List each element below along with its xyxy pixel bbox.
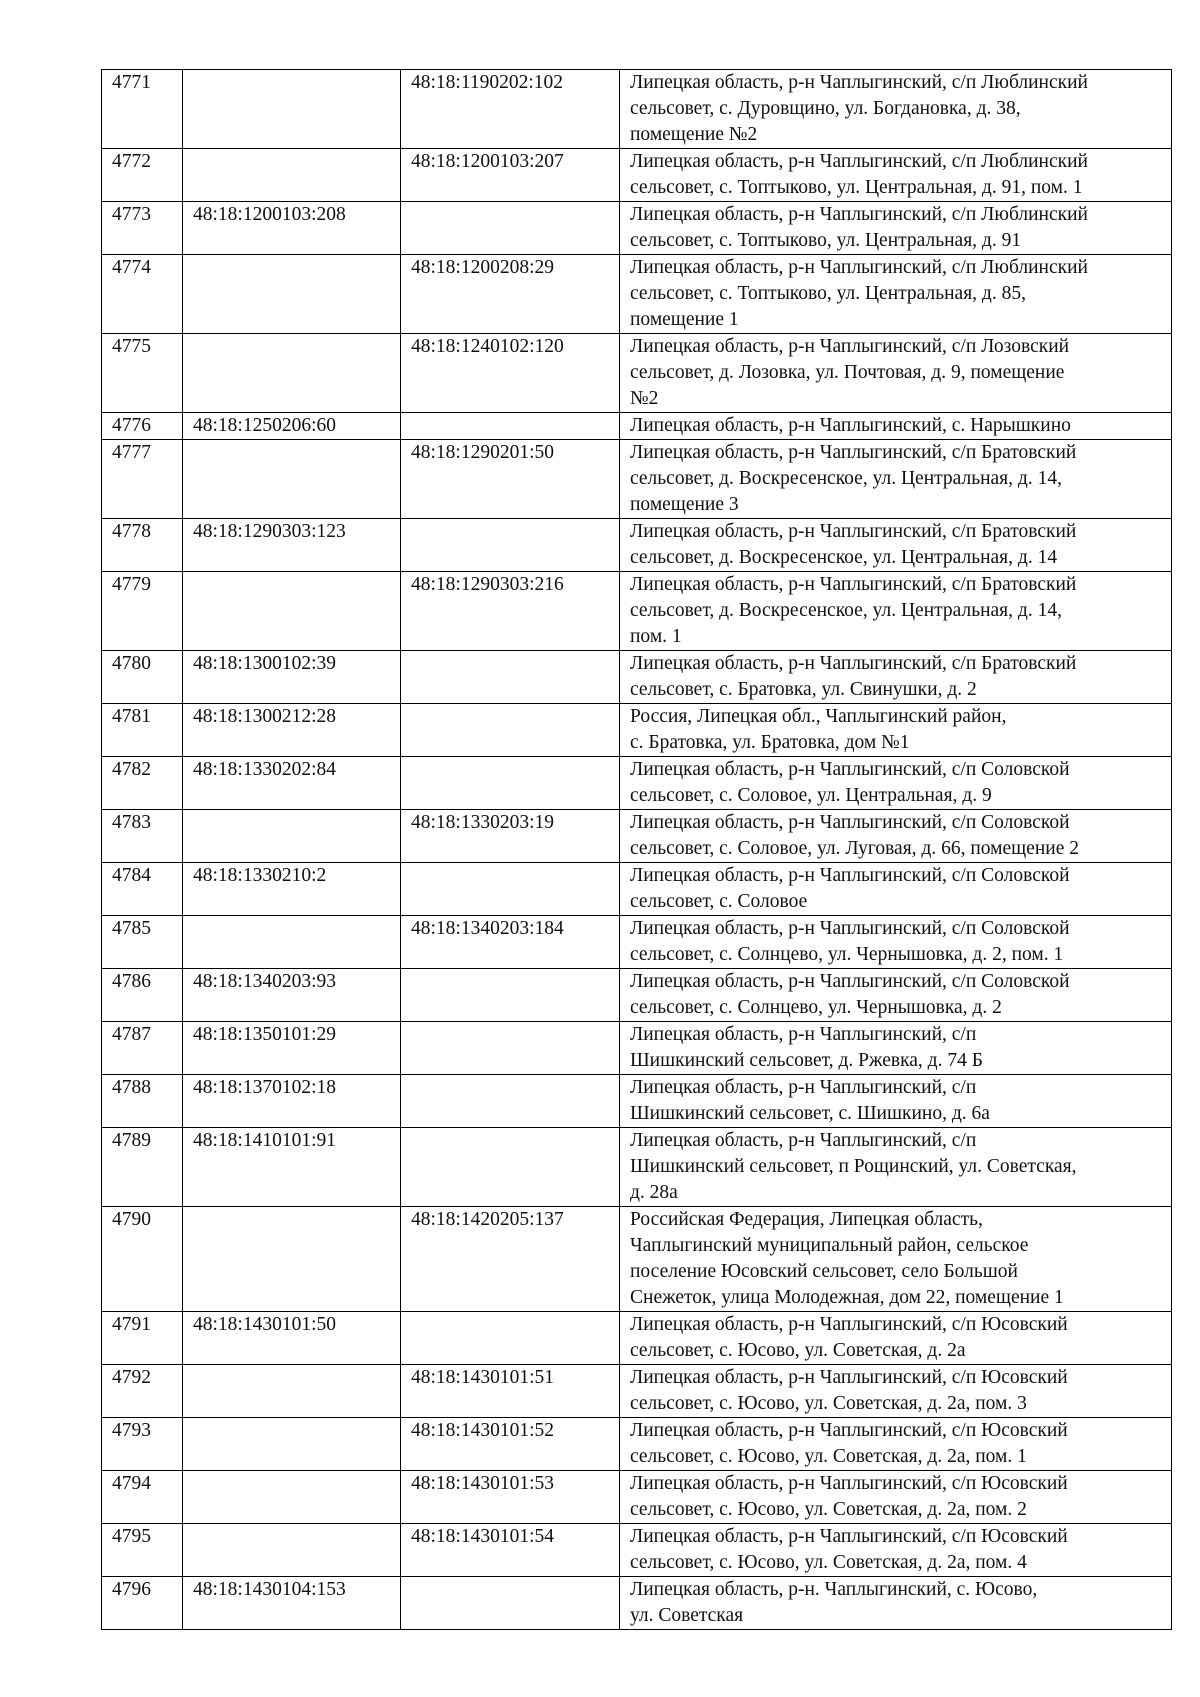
object-cadastral-number-cell: 48:18:1430101:54 xyxy=(401,1524,620,1577)
address-cell: Липецкая область, р-н Чаплыгинский, с/п Соловской сельсовет, с. Соловое, ул. Центральная, д. 9 xyxy=(620,757,1172,810)
address-cell: Липецкая область, р-н Чаплыгинский, с/п Братовский сельсовет, д. Воскресенское, ул. Центральная, д. 14, помещение 3 xyxy=(620,440,1172,519)
object-cadastral-number-cell: 48:18:1240102:120 xyxy=(401,334,620,413)
row-number-cell: 4774 xyxy=(102,255,183,334)
land-cadastral-number-cell: 48:18:1410101:91 xyxy=(183,1128,401,1207)
table-row xyxy=(102,757,1172,810)
table-row xyxy=(102,1524,1172,1577)
address-cell: Российская Федерация, Липецкая область, Чаплыгинский муниципальный район, сельское поселение Юсовский сельсовет, село Большой Снежеток, улица Молодежная, дом 22, помещение 1 xyxy=(620,1207,1172,1312)
object-cadastral-number-cell xyxy=(401,757,620,810)
table-row xyxy=(102,1577,1172,1630)
object-cadastral-number-cell xyxy=(401,1577,620,1630)
object-cadastral-number-cell: 48:18:1290201:50 xyxy=(401,440,620,519)
object-cadastral-number-cell xyxy=(401,1128,620,1207)
object-cadastral-number-cell: 48:18:1200208:29 xyxy=(401,255,620,334)
address-cell: Липецкая область, р-н Чаплыгинский, с/п Юсовский сельсовет, с. Юсово, ул. Советская, д. 2а, пом. 3 xyxy=(620,1365,1172,1418)
table-row xyxy=(102,202,1172,255)
row-number-cell: 4793 xyxy=(102,1418,183,1471)
row-number-cell: 4778 xyxy=(102,519,183,572)
table-row xyxy=(102,704,1172,757)
land-cadastral-number-cell xyxy=(183,149,401,202)
table-row xyxy=(102,1365,1172,1418)
row-number-cell: 4775 xyxy=(102,334,183,413)
object-cadastral-number-cell xyxy=(401,863,620,916)
land-cadastral-number-cell xyxy=(183,572,401,651)
row-number-cell: 4794 xyxy=(102,1471,183,1524)
row-number-cell: 4777 xyxy=(102,440,183,519)
table-row xyxy=(102,969,1172,1022)
table-row xyxy=(102,440,1172,519)
object-cadastral-number-cell: 48:18:1420205:137 xyxy=(401,1207,620,1312)
address-cell: Липецкая область, р-н Чаплыгинский, с/п Люблинский сельсовет, с. Топтыково, ул. Центральная, д. 91, пом. 1 xyxy=(620,149,1172,202)
table-row xyxy=(102,651,1172,704)
table-row xyxy=(102,1207,1172,1312)
object-cadastral-number-cell xyxy=(401,704,620,757)
object-cadastral-number-cell: 48:18:1430101:53 xyxy=(401,1471,620,1524)
address-cell: Россия, Липецкая обл., Чаплыгинский район, с. Братовка, ул. Братовка, дом №1 xyxy=(620,704,1172,757)
address-cell: Липецкая область, р-н Чаплыгинский, с/п Братовский сельсовет, д. Воскресенское, ул. Центральная, д. 14 xyxy=(620,519,1172,572)
object-cadastral-number-cell: 48:18:1340203:184 xyxy=(401,916,620,969)
object-cadastral-number-cell xyxy=(401,651,620,704)
address-cell: Липецкая область, р-н Чаплыгинский, с/п Шишкинский сельсовет, п Рощинский, ул. Советская, д. 28а xyxy=(620,1128,1172,1207)
address-cell: Липецкая область, р-н Чаплыгинский, с/п Шишкинский сельсовет, с. Шишкино, д. 6а xyxy=(620,1075,1172,1128)
land-cadastral-number-cell: 48:18:1350101:29 xyxy=(183,1022,401,1075)
table-row xyxy=(102,1418,1172,1471)
object-cadastral-number-cell: 48:18:1190202:102 xyxy=(401,70,620,149)
land-cadastral-number-cell xyxy=(183,810,401,863)
land-cadastral-number-cell xyxy=(183,1471,401,1524)
table-row xyxy=(102,916,1172,969)
land-cadastral-number-cell: 48:18:1330202:84 xyxy=(183,757,401,810)
address-cell: Липецкая область, р-н Чаплыгинский, с/п Братовский сельсовет, с. Братовка, ул. Свинушки, д. 2 xyxy=(620,651,1172,704)
row-number-cell: 4790 xyxy=(102,1207,183,1312)
land-cadastral-number-cell xyxy=(183,1418,401,1471)
address-cell: Липецкая область, р-н Чаплыгинский, с/п Юсовский сельсовет, с. Юсово, ул. Советская, д. 2а xyxy=(620,1312,1172,1365)
object-cadastral-number-cell: 48:18:1430101:52 xyxy=(401,1418,620,1471)
address-cell: Липецкая область, р-н Чаплыгинский, с/п Люблинский сельсовет, с. Топтыково, ул. Центральная, д. 85, помещение 1 xyxy=(620,255,1172,334)
row-number-cell: 4772 xyxy=(102,149,183,202)
table-row xyxy=(102,334,1172,413)
address-cell: Липецкая область, р-н. Чаплыгинский, с. Юсово, ул. Советская xyxy=(620,1577,1172,1630)
address-cell: Липецкая область, р-н Чаплыгинский, с/п Соловской сельсовет, с. Соловое, ул. Луговая, д. 66, помещение 2 xyxy=(620,810,1172,863)
address-cell: Липецкая область, р-н Чаплыгинский, с/п Юсовский сельсовет, с. Юсово, ул. Советская, д. 2а, пом. 2 xyxy=(620,1471,1172,1524)
address-cell: Липецкая область, р-н Чаплыгинский, с/п Лозовский сельсовет, д. Лозовка, ул. Почтовая, д. 9, помещение №2 xyxy=(620,334,1172,413)
row-number-cell: 4788 xyxy=(102,1075,183,1128)
table-row xyxy=(102,1128,1172,1207)
land-cadastral-number-cell xyxy=(183,1207,401,1312)
address-cell: Липецкая область, р-н Чаплыгинский, с/п Юсовский сельсовет, с. Юсово, ул. Советская, д. 2а, пом. 4 xyxy=(620,1524,1172,1577)
row-number-cell: 4773 xyxy=(102,202,183,255)
address-cell: Липецкая область, р-н Чаплыгинский, с/п Соловской сельсовет, с. Соловое xyxy=(620,863,1172,916)
row-number-cell: 4786 xyxy=(102,969,183,1022)
table-row xyxy=(102,863,1172,916)
land-cadastral-number-cell xyxy=(183,440,401,519)
object-cadastral-number-cell: 48:18:1330203:19 xyxy=(401,810,620,863)
row-number-cell: 4782 xyxy=(102,757,183,810)
row-number-cell: 4795 xyxy=(102,1524,183,1577)
land-cadastral-number-cell xyxy=(183,1365,401,1418)
land-cadastral-number-cell: 48:18:1430101:50 xyxy=(183,1312,401,1365)
property-registry-table xyxy=(101,69,1172,1630)
land-cadastral-number-cell xyxy=(183,334,401,413)
table-row xyxy=(102,572,1172,651)
table-row xyxy=(102,1022,1172,1075)
object-cadastral-number-cell: 48:18:1290303:216 xyxy=(401,572,620,651)
row-number-cell: 4783 xyxy=(102,810,183,863)
land-cadastral-number-cell: 48:18:1430104:153 xyxy=(183,1577,401,1630)
table-row xyxy=(102,413,1172,440)
land-cadastral-number-cell xyxy=(183,1524,401,1577)
table-row xyxy=(102,255,1172,334)
address-cell: Липецкая область, р-н Чаплыгинский, с/п Соловской сельсовет, с. Солнцево, ул. Чернышовка, д. 2 xyxy=(620,969,1172,1022)
row-number-cell: 4789 xyxy=(102,1128,183,1207)
object-cadastral-number-cell xyxy=(401,1022,620,1075)
object-cadastral-number-cell: 48:18:1200103:207 xyxy=(401,149,620,202)
land-cadastral-number-cell: 48:18:1300102:39 xyxy=(183,651,401,704)
row-number-cell: 4792 xyxy=(102,1365,183,1418)
object-cadastral-number-cell xyxy=(401,519,620,572)
row-number-cell: 4785 xyxy=(102,916,183,969)
address-cell: Липецкая область, р-н Чаплыгинский, с/п Соловской сельсовет, с. Солнцево, ул. Чернышовка, д. 2, пом. 1 xyxy=(620,916,1172,969)
land-cadastral-number-cell: 48:18:1290303:123 xyxy=(183,519,401,572)
row-number-cell: 4796 xyxy=(102,1577,183,1630)
row-number-cell: 4781 xyxy=(102,704,183,757)
object-cadastral-number-cell xyxy=(401,1075,620,1128)
land-cadastral-number-cell: 48:18:1330210:2 xyxy=(183,863,401,916)
table-row xyxy=(102,1075,1172,1128)
land-cadastral-number-cell: 48:18:1370102:18 xyxy=(183,1075,401,1128)
row-number-cell: 4791 xyxy=(102,1312,183,1365)
table-row xyxy=(102,1312,1172,1365)
address-cell: Липецкая область, р-н Чаплыгинский, с/п Юсовский сельсовет, с. Юсово, ул. Советская, д. 2а, пом. 1 xyxy=(620,1418,1172,1471)
object-cadastral-number-cell xyxy=(401,202,620,255)
land-cadastral-number-cell: 48:18:1300212:28 xyxy=(183,704,401,757)
table-row xyxy=(102,1471,1172,1524)
object-cadastral-number-cell: 48:18:1430101:51 xyxy=(401,1365,620,1418)
row-number-cell: 4771 xyxy=(102,70,183,149)
row-number-cell: 4776 xyxy=(102,413,183,440)
land-cadastral-number-cell xyxy=(183,70,401,149)
object-cadastral-number-cell xyxy=(401,413,620,440)
land-cadastral-number-cell: 48:18:1340203:93 xyxy=(183,969,401,1022)
address-cell: Липецкая область, р-н Чаплыгинский, с/п Братовский сельсовет, д. Воскресенское, ул. Центральная, д. 14, пом. 1 xyxy=(620,572,1172,651)
land-cadastral-number-cell: 48:18:1250206:60 xyxy=(183,413,401,440)
object-cadastral-number-cell xyxy=(401,969,620,1022)
table-row xyxy=(102,810,1172,863)
table-row xyxy=(102,149,1172,202)
object-cadastral-number-cell xyxy=(401,1312,620,1365)
registry-table-body xyxy=(102,70,1172,1630)
table-row xyxy=(102,519,1172,572)
land-cadastral-number-cell: 48:18:1200103:208 xyxy=(183,202,401,255)
land-cadastral-number-cell xyxy=(183,916,401,969)
row-number-cell: 4787 xyxy=(102,1022,183,1075)
address-cell: Липецкая область, р-н Чаплыгинский, с/п Шишкинский сельсовет, д. Ржевка, д. 74 Б xyxy=(620,1022,1172,1075)
address-cell: Липецкая область, р-н Чаплыгинский, с/п Люблинский сельсовет, с. Топтыково, ул. Центральная, д. 91 xyxy=(620,202,1172,255)
row-number-cell: 4784 xyxy=(102,863,183,916)
row-number-cell: 4780 xyxy=(102,651,183,704)
table-row xyxy=(102,70,1172,149)
address-cell: Липецкая область, р-н Чаплыгинский, с/п Люблинский сельсовет, с. Дуровщино, ул. Богдановка, д. 38, помещение №2 xyxy=(620,70,1172,149)
address-cell: Липецкая область, р-н Чаплыгинский, с. Нарышкино xyxy=(620,413,1172,440)
land-cadastral-number-cell xyxy=(183,255,401,334)
row-number-cell: 4779 xyxy=(102,572,183,651)
